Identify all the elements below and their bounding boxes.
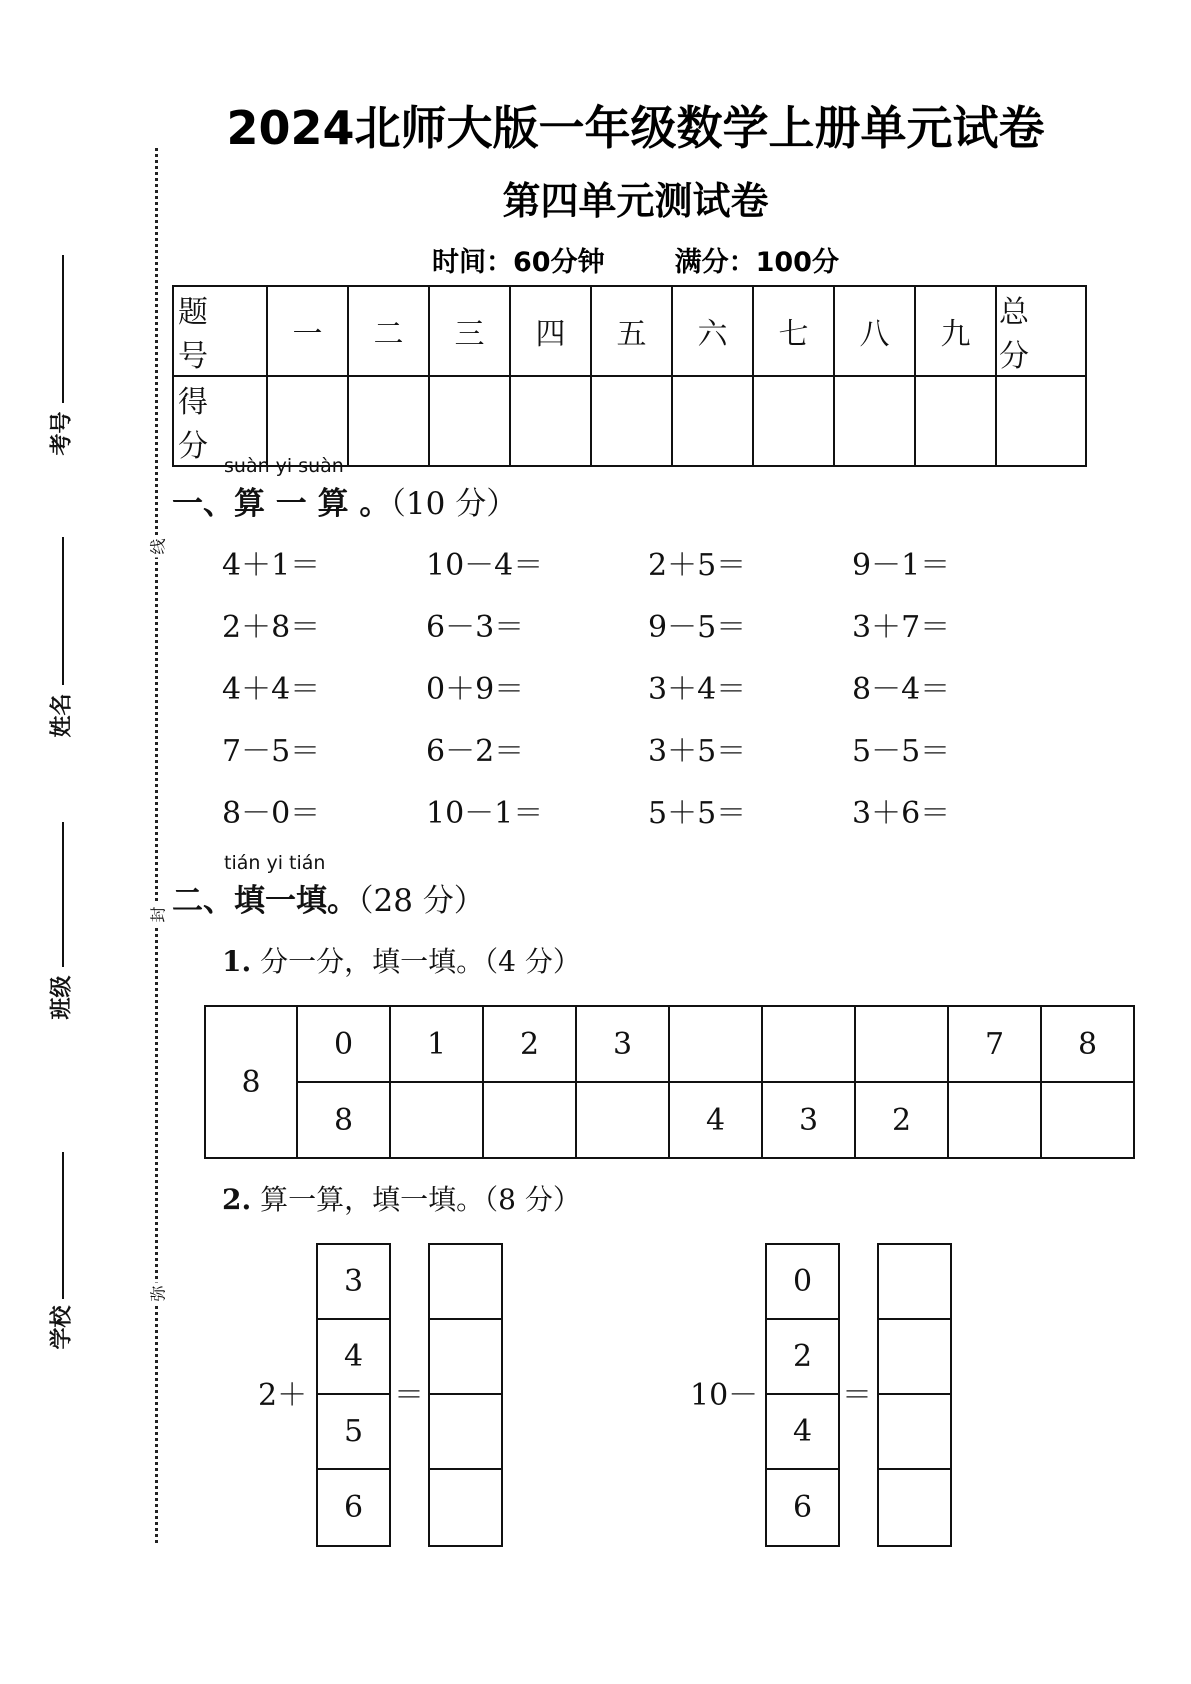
equation-2-1[interactable]: 2＋8＝ — [222, 610, 321, 645]
equation-3-2[interactable]: 0＋9＝ — [426, 672, 525, 707]
score-cell-2[interactable] — [348, 376, 429, 466]
binding-mark-xian: 线 — [146, 536, 169, 558]
top-cell-7[interactable] — [855, 1006, 948, 1082]
class-label: 班级 — [49, 975, 75, 1020]
equation-2-3[interactable]: 9－5＝ — [648, 610, 747, 645]
group2-operand-2: 2 — [767, 1320, 838, 1395]
col-header-4: 四 — [510, 286, 591, 376]
top-cell-3: 2 — [483, 1006, 576, 1082]
q2-number: 2. — [222, 1183, 252, 1216]
score-cell-5[interactable] — [591, 376, 672, 466]
bottom-cell-5: 4 — [669, 1082, 762, 1158]
group1-operand-3: 5 — [318, 1395, 389, 1470]
group1-prefix: 2＋ — [258, 1378, 308, 1413]
group1-answer-3[interactable] — [430, 1395, 501, 1470]
name-label: 姓名 — [49, 693, 75, 738]
equation-4-2[interactable]: 6－2＝ — [426, 734, 525, 769]
section1-pinyin: suàn yi suàn — [224, 455, 344, 477]
row-label-question: 题 号 — [173, 286, 267, 376]
group2-answer-2[interactable] — [879, 1320, 950, 1395]
group2-prefix: 10－ — [690, 1378, 759, 1413]
top-cell-4: 3 — [576, 1006, 669, 1082]
decompose-table — [204, 1005, 1135, 1159]
score-table — [172, 285, 1087, 467]
score-cell-1[interactable] — [267, 376, 348, 466]
score-cell-6[interactable] — [672, 376, 753, 466]
exam-title: 2024北师大版一年级数学上册单元试卷 — [226, 101, 1045, 155]
decompose-top-row — [205, 1006, 1134, 1082]
section2-heading — [172, 875, 485, 920]
q2-text: 算一算，填一填。（8 分） — [260, 1183, 581, 1216]
exam-meta — [0, 240, 1191, 279]
col-header-7: 七 — [753, 286, 834, 376]
equation-1-2[interactable]: 10－4＝ — [426, 548, 544, 583]
equation-3-3[interactable]: 3＋4＝ — [648, 672, 747, 707]
section1-heading — [172, 478, 517, 523]
bottom-cell-3[interactable] — [483, 1082, 576, 1158]
top-cell-2: 1 — [390, 1006, 483, 1082]
score-cell-7[interactable] — [753, 376, 834, 466]
col-header-5: 五 — [591, 286, 672, 376]
score-cell-total[interactable] — [996, 376, 1086, 466]
col-header-1: 一 — [267, 286, 348, 376]
group2-operand-column — [765, 1243, 840, 1547]
group2-operand-1: 0 — [767, 1245, 838, 1320]
equation-5-1[interactable]: 8－0＝ — [222, 796, 321, 831]
section1-title: 一、算 一 算 。 — [172, 486, 391, 522]
group2-answer-4[interactable] — [879, 1470, 950, 1545]
col-header-8: 八 — [834, 286, 915, 376]
top-cell-6[interactable] — [762, 1006, 855, 1082]
top-cell-9: 8 — [1041, 1006, 1134, 1082]
group1-operand-2: 4 — [318, 1320, 389, 1395]
score-cell-9[interactable] — [915, 376, 996, 466]
score-cell-8[interactable] — [834, 376, 915, 466]
group1-equals: ＝ — [394, 1378, 424, 1413]
equation-4-3[interactable]: 3＋5＝ — [648, 734, 747, 769]
col-header-total: 总 分 — [996, 286, 1086, 376]
bottom-cell-2[interactable] — [390, 1082, 483, 1158]
score-cell-4[interactable] — [510, 376, 591, 466]
equation-4-1[interactable]: 7－5＝ — [222, 734, 321, 769]
score-cell-3[interactable] — [429, 376, 510, 466]
group1-answer-column — [428, 1243, 503, 1547]
equation-5-3[interactable]: 5＋5＝ — [648, 796, 747, 831]
binding-mark-feng: 封 — [146, 904, 169, 926]
bottom-cell-8[interactable] — [948, 1082, 1041, 1158]
q1-text: 分一分，填一填。（4 分） — [260, 945, 581, 978]
class-line[interactable] — [62, 822, 64, 967]
question-number-row — [173, 286, 1086, 376]
group2-equals: ＝ — [842, 1378, 872, 1413]
q2-heading — [222, 1178, 581, 1218]
group1-operand-1: 3 — [318, 1245, 389, 1320]
bottom-cell-7: 2 — [855, 1082, 948, 1158]
decompose-whole: 8 — [205, 1006, 297, 1158]
q1-number: 1. — [222, 945, 252, 978]
section1-points: （10 分） — [390, 486, 518, 522]
top-cell-8: 7 — [948, 1006, 1041, 1082]
equation-2-4[interactable]: 3＋7＝ — [852, 610, 951, 645]
equation-5-4[interactable]: 3＋6＝ — [852, 796, 951, 831]
binding-mark-mi: 弥 — [146, 1283, 169, 1305]
section2-title: 二、填一填。 — [172, 883, 358, 919]
equation-2-2[interactable]: 6－3＝ — [426, 610, 525, 645]
equation-3-1[interactable]: 4＋4＝ — [222, 672, 321, 707]
unit-subtitle: 第四单元测试卷 — [502, 179, 769, 223]
equation-4-4[interactable]: 5－5＝ — [852, 734, 951, 769]
bottom-cell-6: 3 — [762, 1082, 855, 1158]
equation-3-4[interactable]: 8－4＝ — [852, 672, 951, 707]
group1-operand-4: 6 — [343, 1490, 364, 1525]
group1-answer-2[interactable] — [430, 1320, 501, 1395]
bottom-cell-1: 8 — [297, 1082, 390, 1158]
bottom-cell-4[interactable] — [576, 1082, 669, 1158]
binding-dotted-line — [155, 148, 158, 1543]
group1-answer-1[interactable] — [430, 1245, 501, 1320]
section2-points: （28 分） — [358, 883, 485, 919]
school-label: 学校 — [49, 1305, 75, 1350]
q1-heading — [222, 940, 581, 980]
group2-answer-3[interactable] — [879, 1395, 950, 1470]
name-line[interactable] — [62, 537, 64, 685]
col-header-2: 二 — [348, 286, 429, 376]
row-label-score: 得 分 — [173, 376, 267, 466]
equation-1-1[interactable]: 4＋1＝ — [222, 548, 321, 583]
exam-number-line[interactable] — [62, 255, 64, 403]
exam-number-label: 考号 — [49, 411, 75, 456]
equation-1-4[interactable]: 9－1＝ — [852, 548, 951, 583]
group2-operand-3: 4 — [767, 1395, 838, 1470]
group2-operand-4: 6 — [792, 1490, 813, 1525]
group2-answer-column — [877, 1243, 952, 1547]
school-line[interactable] — [62, 1152, 64, 1299]
col-header-9: 九 — [915, 286, 996, 376]
time-limit: 时间：60分钟 — [432, 247, 605, 278]
full-score: 满分：100分 — [674, 247, 839, 278]
equation-5-2[interactable]: 10－1＝ — [426, 796, 544, 831]
decompose-bottom-row — [205, 1082, 1134, 1158]
equation-1-3[interactable]: 2＋5＝ — [648, 548, 747, 583]
score-row — [173, 376, 1086, 466]
group1-answer-4[interactable] — [430, 1470, 501, 1545]
col-header-6: 六 — [672, 286, 753, 376]
top-cell-1: 0 — [297, 1006, 390, 1082]
col-header-3: 三 — [429, 286, 510, 376]
bottom-cell-9[interactable] — [1041, 1082, 1134, 1158]
section2-pinyin: tián yi tián — [224, 852, 326, 874]
group1-operand-column — [316, 1243, 391, 1547]
top-cell-5[interactable] — [669, 1006, 762, 1082]
group2-answer-1[interactable] — [879, 1245, 950, 1320]
